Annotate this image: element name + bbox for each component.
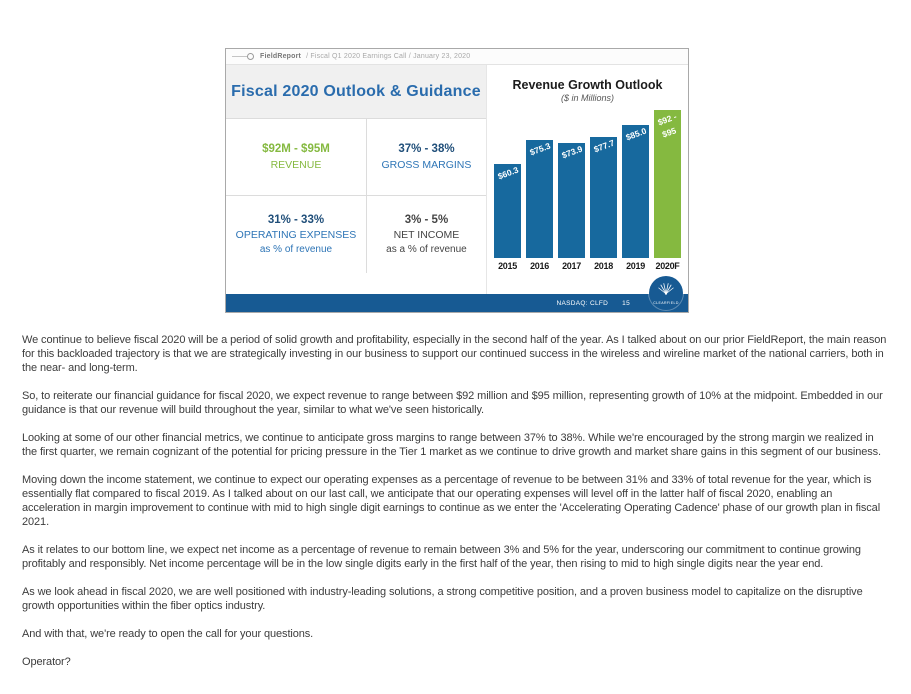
breadcrumb-trail: / Fiscal Q1 2020 Earnings Call / January 23, 2020 <box>306 53 471 60</box>
metric-label: OPERATING EXPENSES <box>235 229 357 242</box>
bar-column <box>526 108 553 258</box>
metric-gross-margins <box>367 119 486 196</box>
paragraph: As it relates to our bottom line, we expect net income as a percentage of revenue to remain between 3% and 5% for the year, underscoring our commitment to continue growing profitably and responsibly. Net income percentage will be in the low single digits early in the first half of the year, then rising to mid to high single digits near the year end. <box>22 544 861 570</box>
breadcrumb-brand: FieldReport <box>260 53 302 60</box>
breadcrumb <box>226 49 688 65</box>
slide-body <box>226 65 688 296</box>
paragraph: So, to reiterate our financial guidance for fiscal 2020, we expect revenue to range between $92 million and $95 million, representing growth of 10% at the midpoint. Embedded in our guidance is that our revenue will build throughout the year, similar to what we've seen historically. <box>22 390 883 416</box>
metric-net-income <box>367 196 486 273</box>
bar-value-label: $75.3 <box>528 140 552 158</box>
bar-category-label: 2017 <box>562 261 581 271</box>
metric-label: REVENUE <box>270 158 322 171</box>
metric-sublabel: as a % of revenue <box>386 243 467 255</box>
bar-category-label: 2015 <box>498 261 517 271</box>
metrics-grid <box>226 119 486 273</box>
revenue-bar-2015 <box>494 164 521 258</box>
metric-value: 3% - 5% <box>404 213 449 226</box>
bar-chart-plot <box>487 108 688 258</box>
paragraph: Looking at some of our other financial metrics, we continue to anticipate gross margins to range between 37% to 38%. While we're encouraged by the strong margin we realized in the first quarter, we remain cognizant of the potential for pricing pressure in the Tier 1 market as we continue to drive growth and market share gains in this segment of our business. <box>22 432 881 458</box>
paragraph: We continue to believe fiscal 2020 will be a period of solid growth and profitability, especially in the second half of the year. As I talked about on our prior FieldReport, the main reason for this backloaded trajectory is that we are strategically investing in our business to support our continued success in the wireless and wireline market of the national carriers, both in the near- and long-term. <box>22 334 887 374</box>
breadcrumb-rule <box>232 56 247 57</box>
paragraph: And with that, we're ready to open the call for your questions. <box>22 628 314 640</box>
metric-value: 31% - 33% <box>267 213 325 226</box>
slide-title-bar <box>226 65 486 119</box>
bar-category-label: 2020F <box>655 261 680 271</box>
revenue-bar-2019 <box>622 125 649 258</box>
logo-wordmark: CLEARFIELD <box>653 300 679 305</box>
metric-operating-expenses <box>226 196 367 273</box>
slide-embed <box>225 48 689 313</box>
bar-value-label: $92 - $95 <box>656 111 678 140</box>
revenue-bar-2020F <box>654 110 681 258</box>
bar-column <box>494 108 521 258</box>
chart-subtitle: ($ in Millions) <box>560 93 614 103</box>
chart-title: Revenue Growth Outlook <box>512 78 663 92</box>
guidance-panel <box>226 65 487 296</box>
bar-chart-categories <box>487 261 688 271</box>
slide-footer-bar <box>226 294 688 312</box>
bar-column <box>558 108 585 258</box>
bar-category-label: 2016 <box>530 261 549 271</box>
paragraph: Moving down the income statement, we continue to expect our operating expenses as a percentage of revenue to be between 31% and 33% of total revenue for the year, which is essentially flat compared to fiscal 2019. As I talked about on our last call, we anticipate that our operating expenses will level off in the latter half of fiscal 2020, enabling an acceleration in margin improvement to continue with mid to high single digit earnings to continue as we enter the 'Accelerating Operating Cadence' phase of our growth plan in fiscal 2021. <box>22 474 881 528</box>
metric-label: NET INCOME <box>393 229 460 242</box>
revenue-chart-panel <box>487 65 688 296</box>
bar-category-label: 2018 <box>594 261 613 271</box>
paragraph: Operator? <box>22 656 71 668</box>
metric-value: 37% - 38% <box>398 143 455 156</box>
metric-value: $92M - $95M <box>262 143 330 156</box>
metric-revenue <box>226 119 367 196</box>
bar-column <box>654 108 681 258</box>
bar-value-label: $60.3 <box>496 164 520 182</box>
record-circle-icon <box>247 53 254 60</box>
slide-title: Fiscal 2020 Outlook & Guidance <box>231 82 481 100</box>
metric-sublabel: as % of revenue <box>259 243 333 255</box>
fan-tree-icon <box>657 282 675 300</box>
bar-value-label: $73.9 <box>560 143 584 161</box>
clearfield-logo <box>649 276 683 310</box>
revenue-bar-2017 <box>558 143 585 258</box>
bar-value-label: $77.7 <box>592 137 616 155</box>
paragraph: As we look ahead in fiscal 2020, we are well positioned with industry-leading solutions, a strong competitive position, and a proven business model to capitalize on the disruptive growth opportunities within the fiber optics industry. <box>22 586 863 612</box>
transcript <box>22 333 889 683</box>
bar-value-label: $85.0 <box>624 125 648 143</box>
revenue-bar-2018 <box>590 137 617 258</box>
bar-category-label: 2019 <box>626 261 645 271</box>
bar-column <box>622 108 649 258</box>
bar-column <box>590 108 617 258</box>
metric-label: GROSS MARGINS <box>381 158 472 171</box>
revenue-bar-2016 <box>526 140 553 258</box>
ticker-label: NASDAQ: CLFD <box>556 299 609 307</box>
slide-page-number: 15 <box>622 299 630 307</box>
